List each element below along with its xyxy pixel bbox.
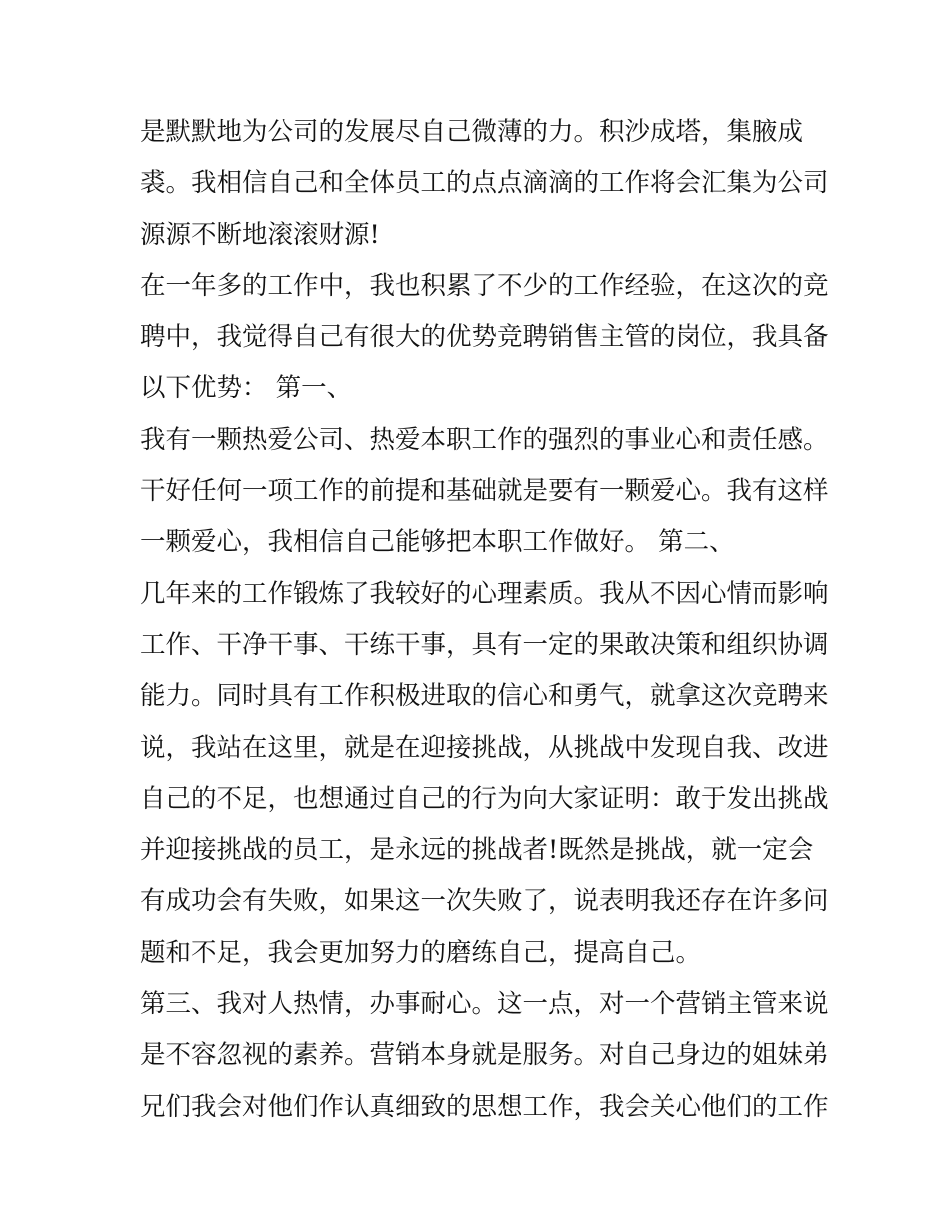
document-body xyxy=(140,107,829,1133)
text-line: 一颗爱心，我相信自己能够把本职工作做好。 第二、 xyxy=(140,527,735,558)
text-line: 有成功会有失败，如果这一次失败了，说表明我还存在许多问 xyxy=(140,886,829,917)
text-line: 源源不断地滚滚财源! xyxy=(140,219,380,250)
text-line: 是默默地为公司的发展尽自己微薄的力。积沙成塔，集腋成 xyxy=(140,117,804,147)
text-line: 干好任何一项工作的前提和基础就是要有一颗爱心。我有这样 xyxy=(140,476,829,507)
text-line: 自己的不足，也想通过自己的行为向大家证明：敢于发出挑战 xyxy=(140,783,829,814)
text-line: 能力。同时具有工作积极进取的信心和勇气，就拿这次竞聘来 xyxy=(140,681,829,712)
text-line: 第三、我对人热情，办事耐心。这一点，对一个营销主管来说 xyxy=(140,989,829,1020)
text-line: 是不容忽视的素养。营销本身就是服务。对自己身边的姐妹弟 xyxy=(140,1040,829,1071)
text-line: 以下优势： 第一、 xyxy=(140,373,353,404)
text-line: 并迎接挑战的员工，是永远的挑战者!既然是挑战，就一定会 xyxy=(140,835,814,866)
text-line: 题和不足，我会更加努力的磨练自己，提高自己。 xyxy=(140,937,702,968)
text-line: 兄们我会对他们作认真细致的思想工作，我会关心他们的工作 xyxy=(140,1091,829,1122)
text-line: 聘中，我觉得自己有很大的优势竞聘销售主管的岗位，我具备 xyxy=(140,322,829,353)
text-line: 工作、干净干事、干练干事，具有一定的果敢决策和组织协调 xyxy=(140,629,829,660)
text-line: 我有一颗热爱公司、热爱本职工作的强烈的事业心和责任感。 xyxy=(140,424,829,455)
text-line: 在一年多的工作中，我也积累了不少的工作经验，在这次的竞 xyxy=(140,270,829,301)
text-line: 裘。我相信自己和全体员工的点点滴滴的工作将会汇集为公司 xyxy=(140,168,829,199)
text-line: 说，我站在这里，就是在迎接挑战，从挑战中发现自我、改进 xyxy=(140,732,829,763)
text-line: 几年来的工作锻炼了我较好的心理素质。我从不因心情而影响 xyxy=(140,578,829,609)
